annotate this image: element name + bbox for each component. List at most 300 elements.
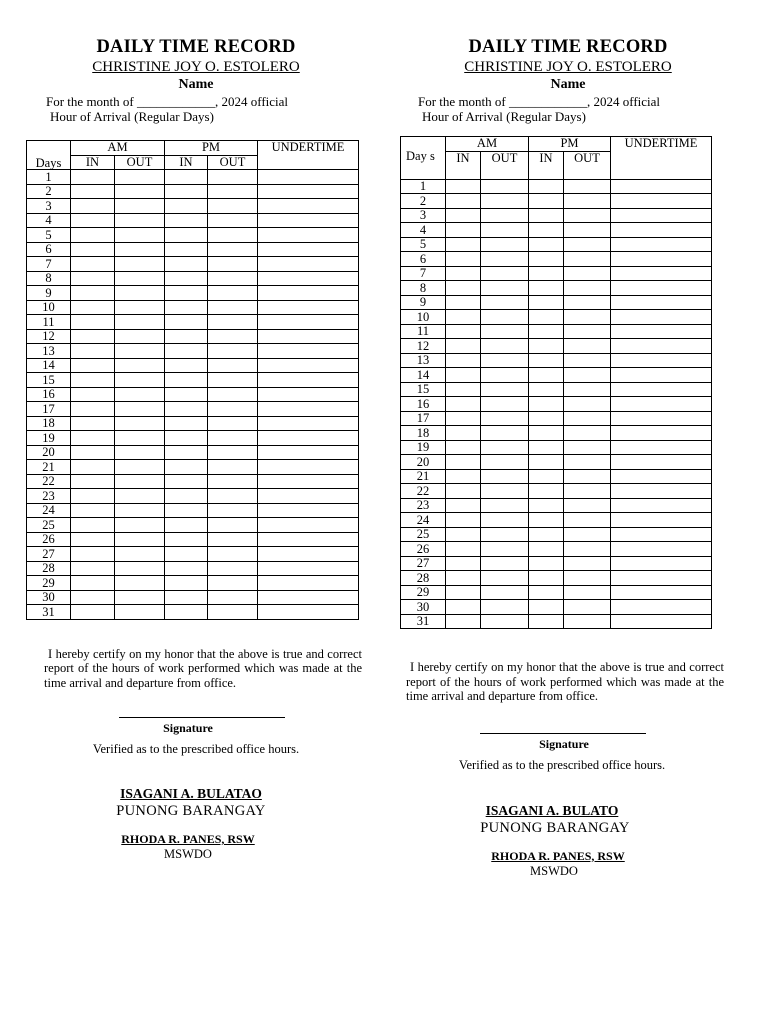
pm-out-cell[interactable] [208, 257, 258, 272]
undertime-cell[interactable] [611, 194, 712, 209]
pm-in-cell[interactable] [529, 368, 564, 383]
pm-out-cell[interactable] [564, 614, 611, 629]
undertime-cell[interactable] [258, 518, 359, 533]
am-out-cell[interactable] [481, 252, 529, 267]
pm-out-cell[interactable] [208, 590, 258, 605]
am-out-cell[interactable] [115, 315, 165, 330]
am-in-cell[interactable] [71, 590, 115, 605]
am-out-cell[interactable] [115, 605, 165, 620]
am-out-cell[interactable] [481, 527, 529, 542]
am-out-cell[interactable] [115, 532, 165, 547]
pm-out-cell[interactable] [208, 532, 258, 547]
am-in-cell[interactable] [71, 605, 115, 620]
am-in-cell[interactable] [446, 440, 481, 455]
undertime-cell[interactable] [611, 513, 712, 528]
undertime-cell[interactable] [611, 484, 712, 499]
pm-out-cell[interactable] [564, 310, 611, 325]
undertime-cell[interactable] [258, 358, 359, 373]
am-out-cell[interactable] [115, 590, 165, 605]
pm-out-cell[interactable] [564, 194, 611, 209]
am-in-cell[interactable] [446, 527, 481, 542]
am-out-cell[interactable] [481, 237, 529, 252]
am-out-cell[interactable] [481, 194, 529, 209]
pm-in-cell[interactable] [165, 576, 208, 591]
am-in-cell[interactable] [71, 286, 115, 301]
am-in-cell[interactable] [71, 199, 115, 214]
pm-in-cell[interactable] [165, 329, 208, 344]
undertime-cell[interactable] [611, 353, 712, 368]
pm-out-cell[interactable] [208, 460, 258, 475]
undertime-cell[interactable] [258, 402, 359, 417]
am-in-cell[interactable] [446, 324, 481, 339]
pm-in-cell[interactable] [165, 358, 208, 373]
am-out-cell[interactable] [481, 281, 529, 296]
pm-in-cell[interactable] [165, 315, 208, 330]
pm-in-cell[interactable] [529, 411, 564, 426]
am-in-cell[interactable] [446, 368, 481, 383]
pm-in-cell[interactable] [529, 353, 564, 368]
am-in-cell[interactable] [446, 585, 481, 600]
pm-out-cell[interactable] [208, 373, 258, 388]
am-in-cell[interactable] [446, 281, 481, 296]
am-in-cell[interactable] [446, 411, 481, 426]
pm-out-cell[interactable] [564, 556, 611, 571]
am-out-cell[interactable] [481, 339, 529, 354]
undertime-cell[interactable] [258, 257, 359, 272]
undertime-cell[interactable] [611, 527, 712, 542]
pm-out-cell[interactable] [564, 513, 611, 528]
pm-out-cell[interactable] [208, 518, 258, 533]
pm-in-cell[interactable] [165, 387, 208, 402]
am-in-cell[interactable] [446, 498, 481, 513]
undertime-cell[interactable] [258, 170, 359, 185]
am-in-cell[interactable] [71, 315, 115, 330]
pm-out-cell[interactable] [564, 295, 611, 310]
pm-in-cell[interactable] [529, 600, 564, 615]
pm-in-cell[interactable] [529, 208, 564, 223]
undertime-cell[interactable] [258, 460, 359, 475]
undertime-cell[interactable] [611, 266, 712, 281]
am-in-cell[interactable] [446, 556, 481, 571]
pm-out-cell[interactable] [564, 281, 611, 296]
pm-out-cell[interactable] [564, 455, 611, 470]
pm-in-cell[interactable] [165, 605, 208, 620]
pm-out-cell[interactable] [564, 266, 611, 281]
pm-in-cell[interactable] [529, 469, 564, 484]
undertime-cell[interactable] [611, 498, 712, 513]
am-out-cell[interactable] [481, 426, 529, 441]
pm-in-cell[interactable] [165, 518, 208, 533]
pm-in-cell[interactable] [165, 344, 208, 359]
undertime-cell[interactable] [611, 571, 712, 586]
pm-out-cell[interactable] [208, 199, 258, 214]
pm-out-cell[interactable] [564, 585, 611, 600]
pm-in-cell[interactable] [165, 460, 208, 475]
pm-out-cell[interactable] [208, 286, 258, 301]
am-in-cell[interactable] [446, 339, 481, 354]
am-in-cell[interactable] [446, 179, 481, 194]
pm-out-cell[interactable] [564, 252, 611, 267]
pm-out-cell[interactable] [564, 397, 611, 412]
am-in-cell[interactable] [71, 329, 115, 344]
am-out-cell[interactable] [115, 228, 165, 243]
undertime-cell[interactable] [611, 426, 712, 441]
am-out-cell[interactable] [115, 184, 165, 199]
pm-out-cell[interactable] [208, 184, 258, 199]
pm-in-cell[interactable] [529, 556, 564, 571]
am-out-cell[interactable] [481, 397, 529, 412]
pm-out-cell[interactable] [564, 237, 611, 252]
am-out-cell[interactable] [115, 373, 165, 388]
pm-in-cell[interactable] [165, 170, 208, 185]
pm-in-cell[interactable] [165, 416, 208, 431]
pm-in-cell[interactable] [529, 179, 564, 194]
pm-out-cell[interactable] [208, 315, 258, 330]
pm-out-cell[interactable] [564, 600, 611, 615]
am-out-cell[interactable] [115, 445, 165, 460]
undertime-cell[interactable] [258, 315, 359, 330]
undertime-cell[interactable] [611, 208, 712, 223]
pm-out-cell[interactable] [564, 411, 611, 426]
am-in-cell[interactable] [71, 213, 115, 228]
pm-in-cell[interactable] [529, 310, 564, 325]
pm-out-cell[interactable] [208, 242, 258, 257]
pm-in-cell[interactable] [529, 339, 564, 354]
am-in-cell[interactable] [71, 184, 115, 199]
undertime-cell[interactable] [258, 329, 359, 344]
pm-out-cell[interactable] [564, 339, 611, 354]
pm-out-cell[interactable] [564, 440, 611, 455]
pm-out-cell[interactable] [564, 426, 611, 441]
am-out-cell[interactable] [481, 353, 529, 368]
am-out-cell[interactable] [481, 484, 529, 499]
pm-out-cell[interactable] [564, 179, 611, 194]
am-out-cell[interactable] [481, 295, 529, 310]
am-in-cell[interactable] [446, 542, 481, 557]
am-out-cell[interactable] [115, 503, 165, 518]
pm-in-cell[interactable] [165, 431, 208, 446]
am-out-cell[interactable] [115, 431, 165, 446]
undertime-cell[interactable] [258, 228, 359, 243]
am-out-cell[interactable] [481, 600, 529, 615]
pm-in-cell[interactable] [529, 571, 564, 586]
undertime-cell[interactable] [258, 373, 359, 388]
pm-out-cell[interactable] [208, 213, 258, 228]
am-out-cell[interactable] [115, 170, 165, 185]
undertime-cell[interactable] [611, 411, 712, 426]
pm-out-cell[interactable] [208, 576, 258, 591]
pm-out-cell[interactable] [564, 223, 611, 238]
undertime-cell[interactable] [611, 382, 712, 397]
undertime-cell[interactable] [611, 397, 712, 412]
am-in-cell[interactable] [71, 228, 115, 243]
pm-out-cell[interactable] [208, 474, 258, 489]
am-out-cell[interactable] [115, 199, 165, 214]
undertime-cell[interactable] [258, 213, 359, 228]
am-in-cell[interactable] [446, 353, 481, 368]
undertime-cell[interactable] [258, 590, 359, 605]
undertime-cell[interactable] [258, 387, 359, 402]
pm-out-cell[interactable] [564, 382, 611, 397]
pm-out-cell[interactable] [564, 542, 611, 557]
undertime-cell[interactable] [611, 600, 712, 615]
pm-in-cell[interactable] [529, 440, 564, 455]
pm-out-cell[interactable] [564, 571, 611, 586]
pm-out-cell[interactable] [208, 344, 258, 359]
pm-in-cell[interactable] [529, 266, 564, 281]
am-out-cell[interactable] [115, 416, 165, 431]
undertime-cell[interactable] [258, 286, 359, 301]
undertime-cell[interactable] [611, 542, 712, 557]
am-in-cell[interactable] [446, 208, 481, 223]
am-in-cell[interactable] [71, 576, 115, 591]
pm-out-cell[interactable] [208, 329, 258, 344]
am-out-cell[interactable] [481, 440, 529, 455]
am-in-cell[interactable] [446, 223, 481, 238]
pm-in-cell[interactable] [529, 614, 564, 629]
pm-in-cell[interactable] [165, 445, 208, 460]
pm-out-cell[interactable] [208, 416, 258, 431]
am-in-cell[interactable] [71, 489, 115, 504]
pm-in-cell[interactable] [165, 257, 208, 272]
am-out-cell[interactable] [115, 561, 165, 576]
pm-in-cell[interactable] [529, 194, 564, 209]
pm-out-cell[interactable] [564, 353, 611, 368]
am-in-cell[interactable] [446, 237, 481, 252]
pm-out-cell[interactable] [208, 605, 258, 620]
am-out-cell[interactable] [115, 271, 165, 286]
undertime-cell[interactable] [258, 605, 359, 620]
pm-in-cell[interactable] [529, 295, 564, 310]
am-in-cell[interactable] [446, 455, 481, 470]
pm-in-cell[interactable] [529, 513, 564, 528]
undertime-cell[interactable] [611, 295, 712, 310]
pm-in-cell[interactable] [529, 527, 564, 542]
pm-in-cell[interactable] [529, 237, 564, 252]
am-out-cell[interactable] [115, 387, 165, 402]
pm-out-cell[interactable] [564, 324, 611, 339]
am-out-cell[interactable] [115, 576, 165, 591]
pm-in-cell[interactable] [529, 281, 564, 296]
undertime-cell[interactable] [611, 281, 712, 296]
am-out-cell[interactable] [481, 513, 529, 528]
pm-out-cell[interactable] [564, 208, 611, 223]
pm-in-cell[interactable] [165, 489, 208, 504]
am-out-cell[interactable] [115, 518, 165, 533]
undertime-cell[interactable] [611, 223, 712, 238]
am-out-cell[interactable] [115, 257, 165, 272]
pm-out-cell[interactable] [208, 228, 258, 243]
undertime-cell[interactable] [611, 237, 712, 252]
am-in-cell[interactable] [446, 310, 481, 325]
am-out-cell[interactable] [481, 455, 529, 470]
am-in-cell[interactable] [446, 513, 481, 528]
undertime-cell[interactable] [258, 242, 359, 257]
pm-out-cell[interactable] [208, 561, 258, 576]
pm-in-cell[interactable] [165, 373, 208, 388]
am-out-cell[interactable] [481, 382, 529, 397]
am-in-cell[interactable] [71, 474, 115, 489]
am-in-cell[interactable] [71, 561, 115, 576]
am-out-cell[interactable] [481, 208, 529, 223]
undertime-cell[interactable] [258, 199, 359, 214]
am-out-cell[interactable] [481, 498, 529, 513]
am-in-cell[interactable] [71, 460, 115, 475]
pm-in-cell[interactable] [165, 402, 208, 417]
am-in-cell[interactable] [446, 571, 481, 586]
am-in-cell[interactable] [71, 416, 115, 431]
pm-in-cell[interactable] [529, 542, 564, 557]
pm-out-cell[interactable] [208, 445, 258, 460]
pm-in-cell[interactable] [165, 590, 208, 605]
am-out-cell[interactable] [481, 266, 529, 281]
pm-out-cell[interactable] [208, 358, 258, 373]
undertime-cell[interactable] [258, 532, 359, 547]
am-in-cell[interactable] [71, 387, 115, 402]
am-in-cell[interactable] [446, 194, 481, 209]
am-out-cell[interactable] [115, 474, 165, 489]
undertime-cell[interactable] [611, 252, 712, 267]
am-in-cell[interactable] [446, 397, 481, 412]
am-in-cell[interactable] [71, 344, 115, 359]
am-out-cell[interactable] [481, 223, 529, 238]
am-in-cell[interactable] [446, 295, 481, 310]
undertime-cell[interactable] [611, 469, 712, 484]
am-out-cell[interactable] [481, 542, 529, 557]
am-in-cell[interactable] [71, 503, 115, 518]
pm-out-cell[interactable] [564, 527, 611, 542]
undertime-cell[interactable] [258, 431, 359, 446]
pm-in-cell[interactable] [529, 252, 564, 267]
am-out-cell[interactable] [481, 368, 529, 383]
am-in-cell[interactable] [446, 382, 481, 397]
undertime-cell[interactable] [258, 474, 359, 489]
undertime-cell[interactable] [258, 489, 359, 504]
pm-in-cell[interactable] [529, 324, 564, 339]
pm-in-cell[interactable] [165, 532, 208, 547]
am-out-cell[interactable] [115, 286, 165, 301]
undertime-cell[interactable] [611, 179, 712, 194]
am-out-cell[interactable] [115, 213, 165, 228]
pm-in-cell[interactable] [165, 242, 208, 257]
pm-out-cell[interactable] [564, 368, 611, 383]
pm-in-cell[interactable] [529, 426, 564, 441]
am-out-cell[interactable] [481, 585, 529, 600]
pm-out-cell[interactable] [208, 300, 258, 315]
undertime-cell[interactable] [258, 271, 359, 286]
undertime-cell[interactable] [258, 184, 359, 199]
pm-out-cell[interactable] [208, 271, 258, 286]
pm-in-cell[interactable] [165, 503, 208, 518]
undertime-cell[interactable] [258, 503, 359, 518]
am-in-cell[interactable] [446, 426, 481, 441]
am-out-cell[interactable] [115, 300, 165, 315]
am-out-cell[interactable] [115, 489, 165, 504]
pm-in-cell[interactable] [529, 397, 564, 412]
am-out-cell[interactable] [481, 324, 529, 339]
pm-in-cell[interactable] [529, 498, 564, 513]
pm-in-cell[interactable] [165, 547, 208, 562]
pm-out-cell[interactable] [208, 489, 258, 504]
am-in-cell[interactable] [446, 266, 481, 281]
undertime-cell[interactable] [258, 576, 359, 591]
pm-out-cell[interactable] [208, 402, 258, 417]
undertime-cell[interactable] [611, 310, 712, 325]
undertime-cell[interactable] [611, 368, 712, 383]
am-out-cell[interactable] [115, 242, 165, 257]
pm-in-cell[interactable] [529, 455, 564, 470]
am-in-cell[interactable] [446, 484, 481, 499]
am-in-cell[interactable] [446, 614, 481, 629]
am-out-cell[interactable] [481, 411, 529, 426]
am-out-cell[interactable] [481, 556, 529, 571]
am-out-cell[interactable] [115, 547, 165, 562]
pm-in-cell[interactable] [165, 271, 208, 286]
am-out-cell[interactable] [481, 469, 529, 484]
am-in-cell[interactable] [71, 445, 115, 460]
am-out-cell[interactable] [115, 358, 165, 373]
undertime-cell[interactable] [611, 440, 712, 455]
pm-out-cell[interactable] [208, 431, 258, 446]
am-in-cell[interactable] [446, 469, 481, 484]
am-in-cell[interactable] [71, 358, 115, 373]
pm-out-cell[interactable] [208, 170, 258, 185]
undertime-cell[interactable] [258, 416, 359, 431]
am-in-cell[interactable] [71, 518, 115, 533]
pm-out-cell[interactable] [208, 547, 258, 562]
undertime-cell[interactable] [258, 300, 359, 315]
pm-in-cell[interactable] [165, 228, 208, 243]
pm-in-cell[interactable] [165, 184, 208, 199]
am-in-cell[interactable] [71, 271, 115, 286]
pm-out-cell[interactable] [564, 484, 611, 499]
undertime-cell[interactable] [611, 455, 712, 470]
am-in-cell[interactable] [71, 242, 115, 257]
undertime-cell[interactable] [611, 324, 712, 339]
pm-out-cell[interactable] [208, 503, 258, 518]
am-out-cell[interactable] [481, 310, 529, 325]
undertime-cell[interactable] [258, 547, 359, 562]
pm-in-cell[interactable] [165, 474, 208, 489]
am-out-cell[interactable] [481, 179, 529, 194]
am-in-cell[interactable] [71, 373, 115, 388]
pm-in-cell[interactable] [165, 561, 208, 576]
am-out-cell[interactable] [481, 571, 529, 586]
pm-in-cell[interactable] [529, 223, 564, 238]
undertime-cell[interactable] [611, 339, 712, 354]
pm-out-cell[interactable] [208, 387, 258, 402]
am-in-cell[interactable] [71, 431, 115, 446]
pm-in-cell[interactable] [165, 199, 208, 214]
pm-in-cell[interactable] [165, 286, 208, 301]
pm-in-cell[interactable] [165, 213, 208, 228]
pm-in-cell[interactable] [529, 484, 564, 499]
pm-in-cell[interactable] [165, 300, 208, 315]
am-in-cell[interactable] [71, 532, 115, 547]
am-out-cell[interactable] [115, 460, 165, 475]
pm-in-cell[interactable] [529, 382, 564, 397]
am-in-cell[interactable] [71, 300, 115, 315]
am-out-cell[interactable] [115, 402, 165, 417]
pm-out-cell[interactable] [564, 469, 611, 484]
undertime-cell[interactable] [611, 585, 712, 600]
undertime-cell[interactable] [258, 344, 359, 359]
am-out-cell[interactable] [115, 344, 165, 359]
am-out-cell[interactable] [115, 329, 165, 344]
undertime-cell[interactable] [611, 556, 712, 571]
am-in-cell[interactable] [71, 257, 115, 272]
am-in-cell[interactable] [71, 547, 115, 562]
